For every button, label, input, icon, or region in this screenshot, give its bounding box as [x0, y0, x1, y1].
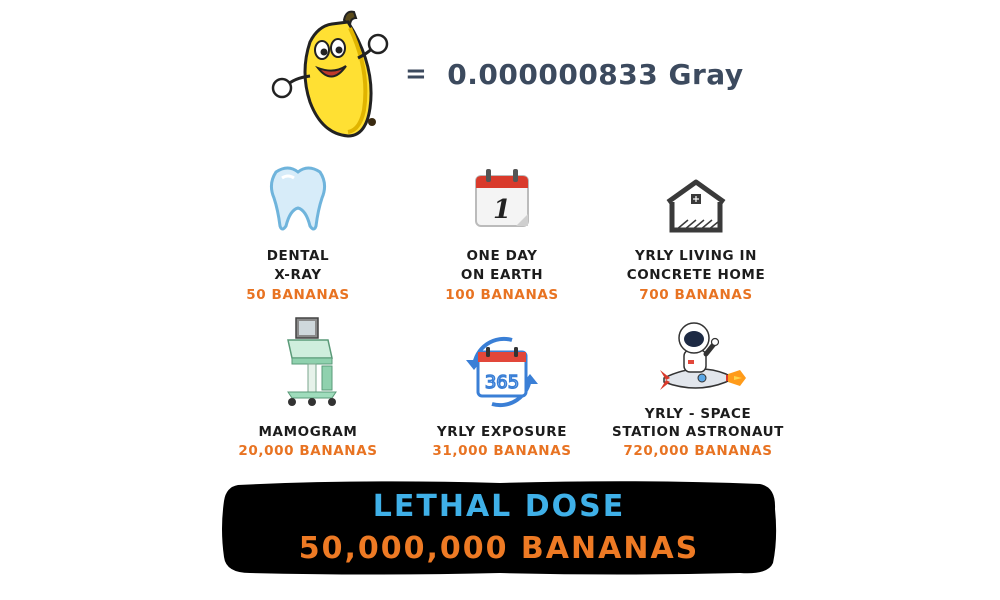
item-value: 20,000 BANANAS [238, 443, 378, 459]
item-label-line1: YRLY - SPACE [644, 406, 752, 422]
calendar-365-number: 365 [484, 372, 520, 393]
item-concrete-home [596, 160, 796, 310]
item-value: 50 BANANAS [246, 287, 350, 303]
item-one-day [402, 160, 602, 310]
item-label-line1: YRLY EXPOSURE [436, 424, 568, 440]
calendar-day-number: 1 [492, 195, 512, 225]
lethal-dose-box [220, 479, 778, 576]
lethal-dose-title: LETHAL DOSE [372, 489, 626, 524]
tooth-icon [266, 164, 330, 238]
equals-sign: = [405, 59, 428, 89]
item-value: 720,000 BANANAS [623, 443, 773, 459]
astronaut-rocket-icon [656, 318, 748, 402]
mammogram-machine-icon [282, 314, 342, 414]
house-icon [662, 178, 730, 240]
item-space-astronaut [598, 314, 798, 464]
item-value: 100 BANANAS [445, 287, 559, 303]
item-mammogram [208, 314, 408, 464]
item-yearly-exposure [402, 314, 602, 464]
lethal-dose-value: 50,000,000 BANANAS [298, 531, 700, 566]
item-label-line1: YRLY LIVING IN [634, 248, 758, 264]
dose-value: 0.000000833 Gray [447, 57, 744, 91]
item-value: 700 BANANAS [639, 287, 753, 303]
item-label-line1: ONE DAY [466, 248, 538, 264]
item-label-line1: MAMOGRAM [258, 424, 358, 440]
item-dental-xray [198, 160, 398, 310]
item-label-line2: X-RAY [274, 267, 322, 283]
calendar-day-icon [472, 166, 532, 234]
item-label-line2: ON EARTH [460, 267, 544, 283]
dose-equation [405, 52, 744, 96]
banana-mascot-icon [266, 6, 390, 144]
calendar-365-icon [456, 330, 548, 418]
item-label-line2: STATION ASTRONAUT [612, 424, 784, 440]
item-value: 31,000 BANANAS [432, 443, 572, 459]
item-label-line1: DENTAL [266, 248, 330, 264]
item-label-line2: CONCRETE HOME [626, 267, 766, 283]
